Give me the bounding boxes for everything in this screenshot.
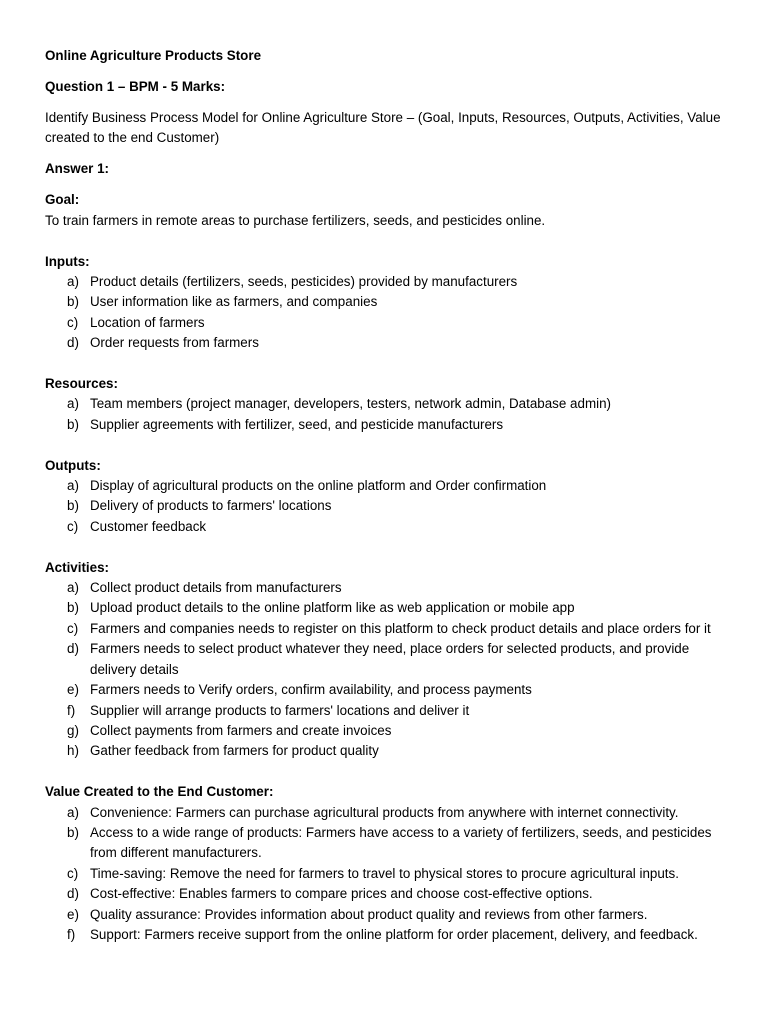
list-item-text: Team members (project manager, developers, testers, network admin, Database admin) <box>90 396 611 412</box>
list-marker: b) <box>67 294 79 310</box>
goal-text: To train farmers in remote areas to purchase fertilizers, seeds, and pesticides online. <box>45 212 546 228</box>
list-item <box>45 803 735 823</box>
list-marker: a) <box>67 580 79 596</box>
list-item <box>45 721 735 741</box>
list-item <box>45 823 735 864</box>
list-item-text: Time-saving: Remove the need for farmers to travel to physical stores to procure agricultural inputs. <box>90 865 679 881</box>
list-marker: b) <box>67 498 79 514</box>
list-item <box>45 905 735 925</box>
list-item <box>45 313 735 333</box>
value-heading: Value Created to the End Customer: <box>45 784 274 800</box>
list-item-text: User information like as farmers, and companies <box>90 294 378 310</box>
list-marker: e) <box>67 906 79 922</box>
question-heading: Question 1 – BPM - 5 Marks: <box>45 79 226 94</box>
list-marker: b) <box>67 600 79 616</box>
list-marker: c) <box>67 314 79 330</box>
list-item-text: Collect payments from farmers and create invoices <box>90 722 392 738</box>
list-item-text: Supplier will arrange products to farmers' locations and deliver it <box>90 702 470 718</box>
list-item-text: Support: Farmers receive support from the online platform for order placement, delivery, and feedback. <box>90 926 698 942</box>
list-item-text: Upload product details to the online platform like as web application or mobile app <box>90 600 575 616</box>
list-item <box>45 864 735 884</box>
list-item-text: Farmers needs to select product whatever they need, place orders for selected products, and provide delivery details <box>90 641 690 677</box>
resources-list <box>45 394 735 435</box>
answer-label: Answer 1: <box>45 161 109 177</box>
list-item-text: Convenience: Farmers can purchase agricultural products from anywhere with internet connectivity. <box>90 804 679 820</box>
list-item <box>45 639 735 680</box>
list-item <box>45 925 735 945</box>
list-item <box>45 415 735 435</box>
list-item <box>45 619 735 639</box>
list-item <box>45 272 735 292</box>
list-marker: c) <box>67 620 79 636</box>
list-item-text: Product details (fertilizers, seeds, pesticides) provided by manufacturers <box>90 274 518 290</box>
list-item-text: Access to a wide range of products: Farmers have access to a variety of fertilizers, seeds, and pesticides from different manufacturers. <box>90 824 712 861</box>
list-item <box>45 578 735 598</box>
list-marker: a) <box>67 396 79 412</box>
outputs-section <box>45 456 735 538</box>
list-item <box>45 394 735 414</box>
list-marker: c) <box>67 518 79 534</box>
list-item <box>45 741 735 761</box>
list-item-text: Farmers and companies needs to register on this platform to check product details and place orders for it <box>90 620 711 636</box>
list-marker: a) <box>67 274 79 290</box>
list-item-text: Cost-effective: Enables farmers to compare prices and choose cost-effective options. <box>90 886 593 902</box>
list-marker: f) <box>67 702 76 718</box>
list-item-text: Display of agricultural products on the online platform and Order confirmation <box>90 478 547 494</box>
list-item <box>45 680 735 700</box>
list-item <box>45 476 735 496</box>
list-marker: b) <box>67 824 79 840</box>
list-item-text: Gather feedback from farmers for product quality <box>90 743 379 759</box>
list-marker: h) <box>67 743 79 759</box>
list-item-text: Collect product details from manufacturers <box>90 580 342 596</box>
list-item-text: Supplier agreements with fertilizer, seed, and pesticide manufacturers <box>90 416 504 432</box>
list-marker: c) <box>67 865 79 881</box>
document-title: Online Agriculture Products Store <box>45 48 262 63</box>
list-marker: a) <box>67 804 79 820</box>
list-marker: g) <box>67 722 79 738</box>
list-marker: e) <box>67 682 79 698</box>
list-item <box>45 496 735 516</box>
list-item <box>45 292 735 312</box>
goal-section <box>45 190 735 231</box>
list-item <box>45 333 735 353</box>
list-marker: d) <box>67 335 79 351</box>
value-list <box>45 803 735 946</box>
list-item <box>45 517 735 537</box>
list-item-text: Order requests from farmers <box>90 335 259 351</box>
outputs-heading: Outputs: <box>45 457 101 473</box>
inputs-list <box>45 272 735 354</box>
list-marker: b) <box>67 416 79 432</box>
activities-heading: Activities: <box>45 559 109 575</box>
list-item-text: Quality assurance: Provides information about product quality and reviews from other farmers. <box>90 906 648 922</box>
question-prompt: Identify Business Process Model for Online Agriculture Store – (Goal, Inputs, Resources, Outputs, Activities, Value created to the end Customer) <box>45 110 721 146</box>
list-marker: d) <box>67 886 79 902</box>
list-item-text: Location of farmers <box>90 314 205 330</box>
value-section <box>45 782 735 945</box>
list-item-text: Farmers needs to Verify orders, confirm availability, and process payments <box>90 682 532 698</box>
inputs-section <box>45 252 735 354</box>
list-marker: d) <box>67 641 79 657</box>
list-item <box>45 598 735 618</box>
list-item <box>45 701 735 721</box>
activities-section <box>45 558 735 762</box>
activities-list <box>45 578 735 762</box>
resources-section <box>45 374 735 435</box>
list-item-text: Customer feedback <box>90 518 207 534</box>
list-marker: a) <box>67 478 79 494</box>
list-item-text: Delivery of products to farmers' locations <box>90 498 332 514</box>
list-marker: f) <box>67 926 76 942</box>
goal-heading: Goal: <box>45 192 80 208</box>
inputs-heading: Inputs: <box>45 253 90 269</box>
list-item <box>45 884 735 904</box>
resources-heading: Resources: <box>45 376 118 392</box>
document-page <box>45 46 735 945</box>
outputs-list <box>45 476 735 537</box>
